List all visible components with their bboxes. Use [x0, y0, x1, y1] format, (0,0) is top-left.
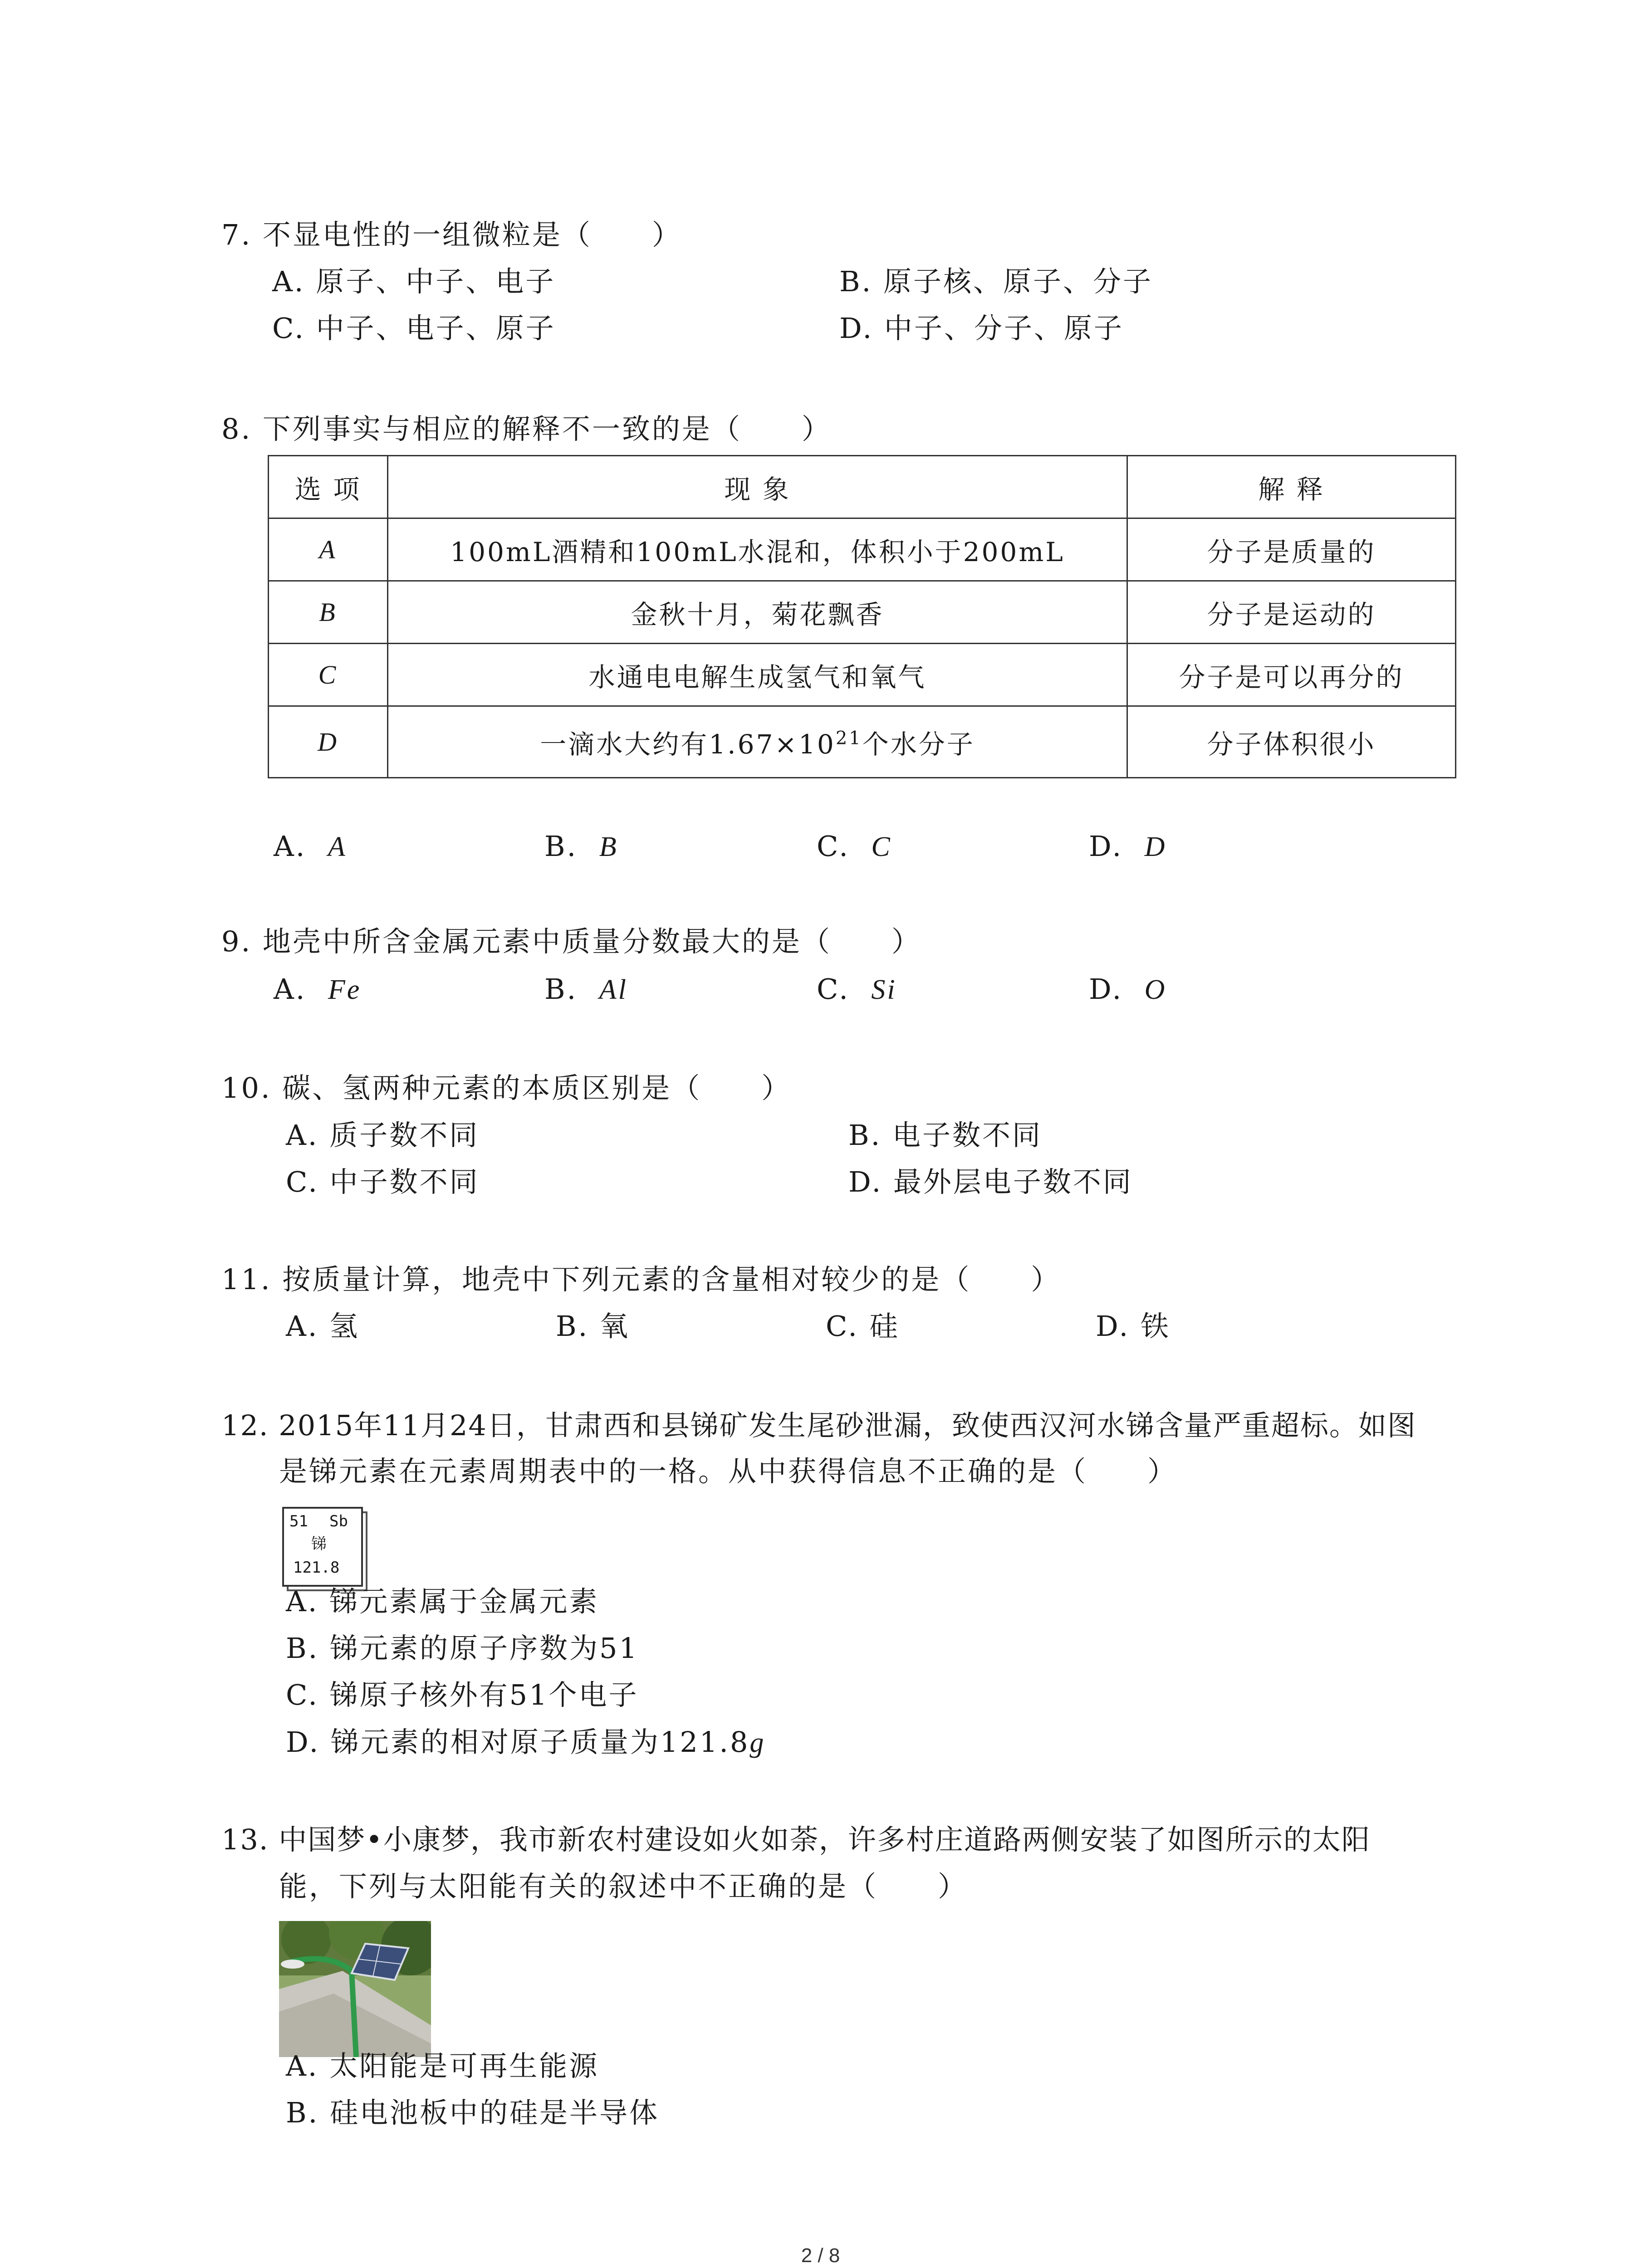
q7-stem: 7. 不显电性的一组微粒是（ ）	[221, 218, 682, 251]
header-option: 选 项	[269, 456, 388, 518]
row-option: D	[269, 706, 388, 778]
row-option: A	[269, 518, 388, 581]
q11-stem: 11. 按质量计算，地壳中下列元素的含量相对较少的是（ ）	[221, 1263, 1061, 1296]
q7-option-b: B. 原子核、原子、分子	[839, 265, 1153, 298]
header-explanation: 解 释	[1127, 456, 1456, 518]
row-option: B	[269, 581, 388, 644]
option-value: A	[328, 831, 347, 862]
q13-stem-line2: 能，下列与太阳能有关的叙述中不正确的是（ ）	[279, 1870, 968, 1903]
option-value: Fe	[328, 974, 362, 1005]
option-label: A.	[274, 830, 307, 863]
solar-streetlight-photo	[279, 1921, 431, 2057]
option-unit: g	[749, 1727, 766, 1758]
q8-option-b	[544, 832, 618, 861]
option-label: D.	[1089, 973, 1123, 1006]
row-option: C	[269, 644, 388, 706]
q12-option-b: B. 锑元素的原子序数为51	[286, 1632, 639, 1665]
option-value: Al	[599, 974, 628, 1005]
option-label: D.	[1089, 830, 1123, 863]
q9-option-a	[274, 975, 361, 1004]
antimony-element-cell	[282, 1507, 363, 1587]
q13-stem-line1: 13. 中国梦•小康梦，我市新农村建设如火如荼，许多村庄道路两侧安装了如图所示的太阳	[221, 1823, 1371, 1856]
element-number: 51	[289, 1512, 308, 1530]
option-value: Si	[871, 974, 897, 1005]
option-label: A.	[274, 973, 307, 1006]
q8-option-a	[274, 832, 347, 861]
q8-option-c	[817, 832, 892, 861]
exponent: 21	[835, 728, 862, 749]
q12-option-c: C. 锑原子核外有51个电子	[286, 1678, 639, 1711]
q12-stem-line1: 12. 2015年11月24日，甘肃西和县锑矿发生尾砂泄漏，致使西汉河水锑含量严重超标。如图	[221, 1409, 1416, 1442]
row-explanation: 分子体积很小	[1127, 706, 1456, 778]
q12-option-a: A. 锑元素属于金属元素	[286, 1585, 599, 1618]
q12-stem-line2: 是锑元素在元素周期表中的一格。从中获得信息不正确的是（ ）	[279, 1455, 1178, 1488]
page-number: 2 / 8	[801, 2244, 840, 2267]
phenomenon-text: 个水分子	[862, 728, 975, 760]
table-row	[269, 644, 1456, 706]
option-value: B	[599, 831, 618, 862]
q11-option-c: C. 硅	[826, 1310, 900, 1343]
q10-option-a: A. 质子数不同	[286, 1119, 480, 1152]
q8-table	[268, 455, 1456, 778]
header-phenomenon: 现 象	[388, 456, 1127, 518]
row-phenomenon	[388, 706, 1127, 778]
q10-stem: 10. 碳、氢两种元素的本质区别是（ ）	[221, 1071, 792, 1105]
q11-option-d: D. 铁	[1096, 1310, 1171, 1343]
option-text: D. 锑元素的相对原子质量为121.8	[286, 1725, 750, 1759]
q7-option-d: D. 中子、分子、原子	[839, 312, 1124, 345]
q9-option-d	[1089, 975, 1166, 1004]
q10-option-d: D. 最外层电子数不同	[848, 1165, 1133, 1198]
table-row	[269, 581, 1456, 644]
row-phenomenon: 水通电电解生成氢气和氧气	[388, 644, 1127, 706]
option-label: C.	[817, 830, 850, 863]
row-explanation: 分子是质量的	[1127, 518, 1456, 581]
q9-option-c	[817, 975, 897, 1004]
row-explanation: 分子是运动的	[1127, 581, 1456, 644]
option-value: O	[1144, 974, 1167, 1005]
q9-option-b	[544, 975, 628, 1004]
option-value: D	[1144, 831, 1167, 862]
q8-stem: 8. 下列事实与相应的解释不一致的是（ ）	[221, 412, 832, 445]
q10-option-c: C. 中子数不同	[286, 1165, 480, 1198]
q11-option-b: B. 氧	[556, 1310, 630, 1343]
q11-option-a: A. 氢	[286, 1310, 360, 1343]
table-row	[269, 706, 1456, 778]
option-value: C	[871, 831, 892, 862]
table-row	[269, 518, 1456, 581]
q9-stem: 9. 地壳中所含金属元素中质量分数最大的是（ ）	[221, 925, 921, 958]
q10-option-b: B. 电子数不同	[848, 1119, 1042, 1152]
phenomenon-text: 一滴水大约有1.67×10	[540, 728, 836, 760]
element-name: 锑	[311, 1535, 327, 1553]
q7-option-c: C. 中子、电子、原子	[272, 312, 556, 345]
option-label: B.	[544, 830, 578, 863]
table-header-row	[269, 456, 1456, 518]
q13-option-b: B. 硅电池板中的硅是半导体	[286, 2096, 659, 2129]
q12-option-d	[286, 1725, 766, 1759]
q7-option-a: A. 原子、中子、电子	[272, 265, 556, 298]
option-label: C.	[817, 973, 850, 1006]
element-mass: 121.8	[293, 1559, 340, 1577]
row-explanation: 分子是可以再分的	[1127, 644, 1456, 706]
row-phenomenon: 100mL酒精和100mL水混和，体积小于200mL	[388, 518, 1127, 581]
q8-option-d	[1089, 832, 1166, 861]
q13-option-a: A. 太阳能是可再生能源	[286, 2049, 599, 2082]
row-phenomenon: 金秋十月，菊花飘香	[388, 581, 1127, 644]
element-symbol: Sb	[329, 1512, 348, 1530]
option-label: B.	[544, 973, 578, 1006]
